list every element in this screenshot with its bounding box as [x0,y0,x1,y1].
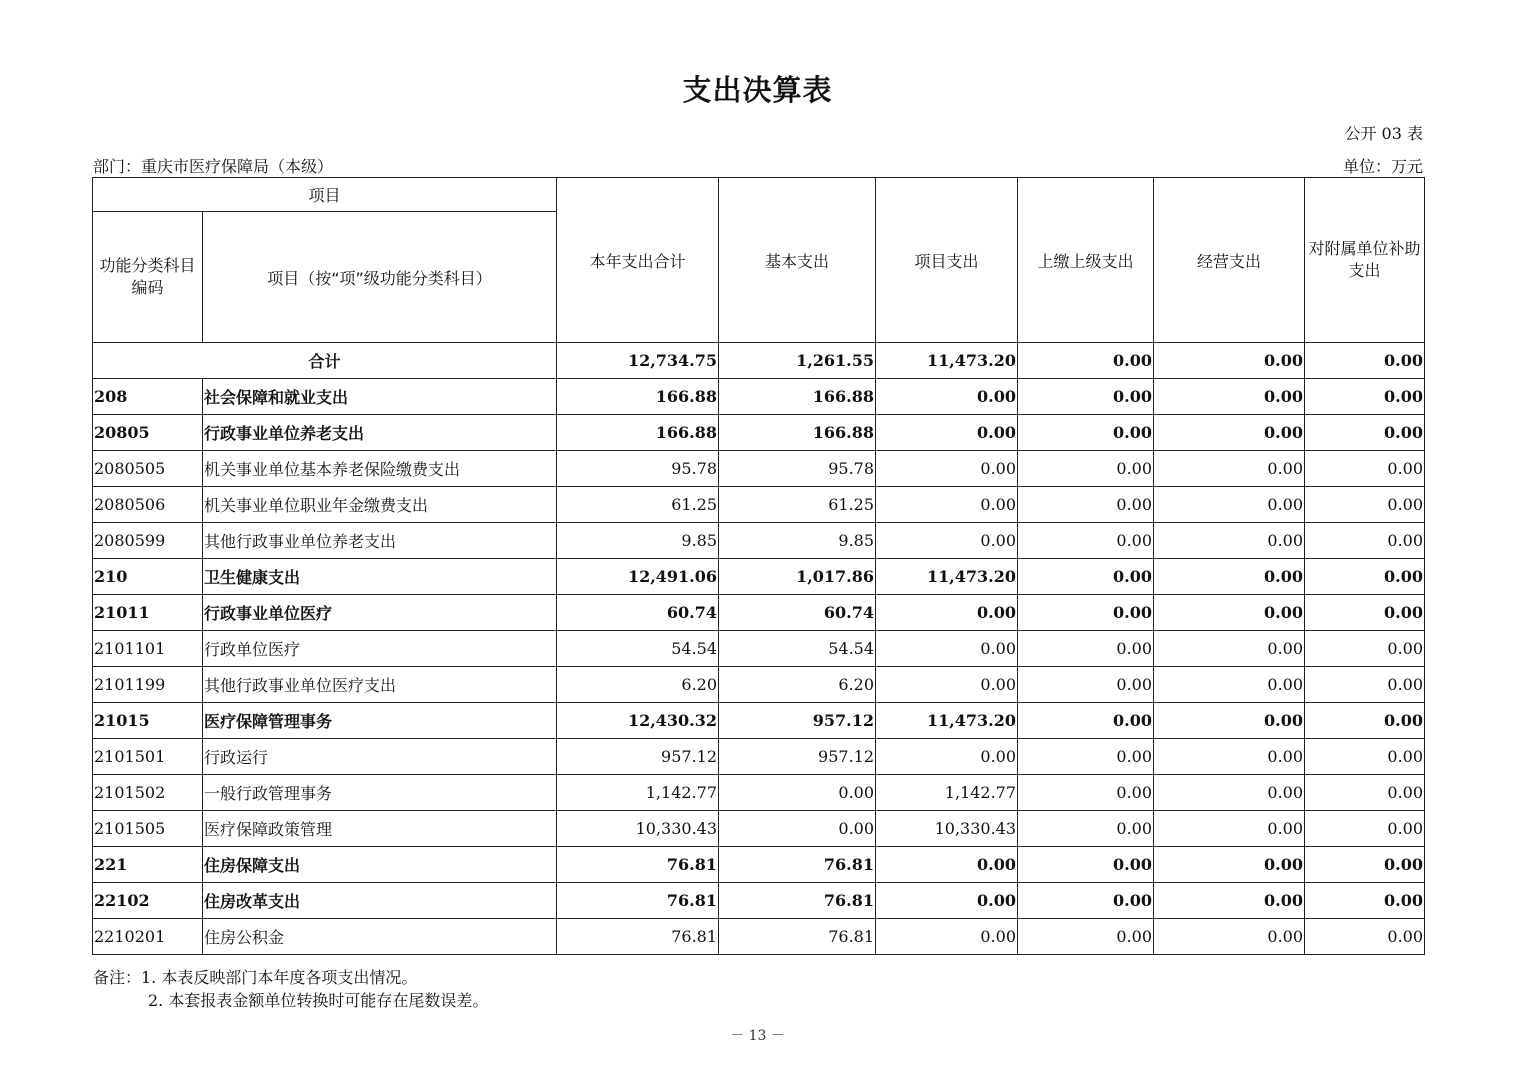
code-cell: 2080599 [93,523,203,559]
upper-cell: 0.00 [1018,667,1154,703]
business-cell: 0.00 [1154,451,1305,487]
upper-cell: 0.00 [1018,379,1154,415]
code-cell: 2101199 [93,667,203,703]
total-cell: 166.88 [557,379,719,415]
project-cell: 0.00 [876,595,1018,631]
project-cell: 0.00 [876,523,1018,559]
subsidy-cell: 0.00 [1305,919,1425,955]
total-row [93,343,1425,379]
project-cell: 0.00 [876,667,1018,703]
name-cell: 住房改革支出 [203,883,557,919]
total-cell: 12,430.32 [557,703,719,739]
project-cell: 0.00 [876,379,1018,415]
total-cell: 61.25 [557,487,719,523]
subsidy-cell: 0.00 [1305,487,1425,523]
upper-cell: 0.00 [1018,451,1154,487]
header-basic: 基本支出 [719,178,876,343]
subsidy-cell: 0.00 [1305,523,1425,559]
total-cell: 1,142.77 [557,775,719,811]
basic-cell: 76.81 [719,919,876,955]
table-row [93,883,1425,919]
note-line: 备注：1. 本表反映部门本年度各项支出情况。 [93,968,418,987]
upper-cell: 0.00 [1018,343,1154,379]
upper-cell: 0.00 [1018,523,1154,559]
business-cell: 0.00 [1154,343,1305,379]
table-row [93,487,1425,523]
expenditure-table [92,177,1425,955]
upper-cell: 0.00 [1018,415,1154,451]
project-cell: 0.00 [876,415,1018,451]
code-cell: 21015 [93,703,203,739]
code-cell: 2101502 [93,775,203,811]
name-cell: 机关事业单位职业年金缴费支出 [203,487,557,523]
project-cell: 11,473.20 [876,343,1018,379]
total-cell: 95.78 [557,451,719,487]
basic-cell: 0.00 [719,775,876,811]
total-cell: 12,491.06 [557,559,719,595]
subsidy-cell: 0.00 [1305,775,1425,811]
project-cell: 0.00 [876,631,1018,667]
upper-cell: 0.00 [1018,595,1154,631]
code-cell: 221 [93,847,203,883]
header-project: 项目 [93,178,557,212]
basic-cell: 6.20 [719,667,876,703]
table-row [93,523,1425,559]
header-upper-payment: 上缴上级支出 [1018,178,1154,343]
name-cell: 行政事业单位医疗 [203,595,557,631]
code-cell: 2101501 [93,739,203,775]
table-row [93,559,1425,595]
project-cell: 0.00 [876,919,1018,955]
header-code: 功能分类科目编码 [93,212,203,343]
subsidy-cell: 0.00 [1305,631,1425,667]
code-cell: 210 [93,559,203,595]
upper-cell: 0.00 [1018,703,1154,739]
basic-cell: 957.12 [719,703,876,739]
project-cell: 10,330.43 [876,811,1018,847]
total-cell: 60.74 [557,595,719,631]
table-row [93,811,1425,847]
table-row [93,631,1425,667]
upper-cell: 0.00 [1018,775,1154,811]
business-cell: 0.00 [1154,919,1305,955]
table-row [93,739,1425,775]
business-cell: 0.00 [1154,523,1305,559]
business-cell: 0.00 [1154,739,1305,775]
name-cell: 卫生健康支出 [203,559,557,595]
subsidy-cell: 0.00 [1305,703,1425,739]
name-cell: 住房公积金 [203,919,557,955]
total-label: 合计 [93,343,557,379]
code-cell: 20805 [93,415,203,451]
upper-cell: 0.00 [1018,739,1154,775]
basic-cell: 957.12 [719,739,876,775]
basic-cell: 0.00 [719,811,876,847]
table-row [93,379,1425,415]
upper-cell: 0.00 [1018,847,1154,883]
unit-label: 单位：万元 [1342,157,1423,176]
basic-cell: 1,261.55 [719,343,876,379]
name-cell: 医疗保障政策管理 [203,811,557,847]
basic-cell: 76.81 [719,847,876,883]
notes [93,966,488,1012]
business-cell: 0.00 [1154,487,1305,523]
subsidy-cell: 0.00 [1305,415,1425,451]
header-total: 本年支出合计 [557,178,719,343]
project-cell: 0.00 [876,847,1018,883]
basic-cell: 1,017.86 [719,559,876,595]
total-cell: 12,734.75 [557,343,719,379]
code-cell: 2210201 [93,919,203,955]
total-cell: 6.20 [557,667,719,703]
basic-cell: 60.74 [719,595,876,631]
table-row [93,667,1425,703]
subsidy-cell: 0.00 [1305,379,1425,415]
subsidy-cell: 0.00 [1305,559,1425,595]
basic-cell: 61.25 [719,487,876,523]
name-cell: 住房保障支出 [203,847,557,883]
page-number: － 13 － [730,1028,785,1044]
subsidy-cell: 0.00 [1305,595,1425,631]
basic-cell: 95.78 [719,451,876,487]
name-cell: 社会保障和就业支出 [203,379,557,415]
basic-cell: 54.54 [719,631,876,667]
department-label: 部门：重庆市医疗保障局（本级） [93,157,334,176]
basic-cell: 166.88 [719,415,876,451]
subsidy-cell: 0.00 [1305,883,1425,919]
total-cell: 76.81 [557,847,719,883]
name-cell: 一般行政管理事务 [203,775,557,811]
code-cell: 208 [93,379,203,415]
upper-cell: 0.00 [1018,559,1154,595]
name-cell: 医疗保障管理事务 [203,703,557,739]
project-cell: 0.00 [876,883,1018,919]
code-cell: 2080506 [93,487,203,523]
table-row [93,919,1425,955]
note-line: 2. 本套报表金额单位转换时可能存在尾数误差。 [148,991,489,1010]
project-cell: 11,473.20 [876,559,1018,595]
code-cell: 21011 [93,595,203,631]
table-row [93,703,1425,739]
business-cell: 0.00 [1154,883,1305,919]
name-cell: 其他行政事业单位医疗支出 [203,667,557,703]
business-cell: 0.00 [1154,667,1305,703]
header-name: 项目（按“项”级功能分类科目） [203,212,557,343]
business-cell: 0.00 [1154,811,1305,847]
project-cell: 0.00 [876,487,1018,523]
header-project-expense: 项目支出 [876,178,1018,343]
table-row [93,451,1425,487]
subsidy-cell: 0.00 [1305,451,1425,487]
name-cell: 行政运行 [203,739,557,775]
name-cell: 其他行政事业单位养老支出 [203,523,557,559]
table-row [93,595,1425,631]
table-row [93,847,1425,883]
project-cell: 11,473.20 [876,703,1018,739]
business-cell: 0.00 [1154,775,1305,811]
header-subsidy: 对附属单位补助支出 [1305,178,1425,343]
upper-cell: 0.00 [1018,919,1154,955]
business-cell: 0.00 [1154,379,1305,415]
total-cell: 166.88 [557,415,719,451]
business-cell: 0.00 [1154,631,1305,667]
business-cell: 0.00 [1154,847,1305,883]
basic-cell: 9.85 [719,523,876,559]
subsidy-cell: 0.00 [1305,343,1425,379]
subsidy-cell: 0.00 [1305,739,1425,775]
basic-cell: 76.81 [719,883,876,919]
code-cell: 22102 [93,883,203,919]
project-cell: 0.00 [876,451,1018,487]
table-row [93,775,1425,811]
total-cell: 957.12 [557,739,719,775]
total-cell: 76.81 [557,883,719,919]
name-cell: 机关事业单位基本养老保险缴费支出 [203,451,557,487]
name-cell: 行政事业单位养老支出 [203,415,557,451]
business-cell: 0.00 [1154,559,1305,595]
total-cell: 10,330.43 [557,811,719,847]
total-cell: 9.85 [557,523,719,559]
code-cell: 2101505 [93,811,203,847]
upper-cell: 0.00 [1018,883,1154,919]
business-cell: 0.00 [1154,415,1305,451]
upper-cell: 0.00 [1018,631,1154,667]
table-number: 公开 03 表 [1344,124,1423,143]
project-cell: 1,142.77 [876,775,1018,811]
table-row [93,415,1425,451]
business-cell: 0.00 [1154,703,1305,739]
name-cell: 行政单位医疗 [203,631,557,667]
subsidy-cell: 0.00 [1305,811,1425,847]
header-business: 经营支出 [1154,178,1305,343]
total-cell: 54.54 [557,631,719,667]
subsidy-cell: 0.00 [1305,667,1425,703]
page-title: 支出决算表 [682,73,833,107]
code-cell: 2101101 [93,631,203,667]
upper-cell: 0.00 [1018,811,1154,847]
basic-cell: 166.88 [719,379,876,415]
code-cell: 2080505 [93,451,203,487]
total-cell: 76.81 [557,919,719,955]
business-cell: 0.00 [1154,595,1305,631]
subsidy-cell: 0.00 [1305,847,1425,883]
upper-cell: 0.00 [1018,487,1154,523]
project-cell: 0.00 [876,739,1018,775]
